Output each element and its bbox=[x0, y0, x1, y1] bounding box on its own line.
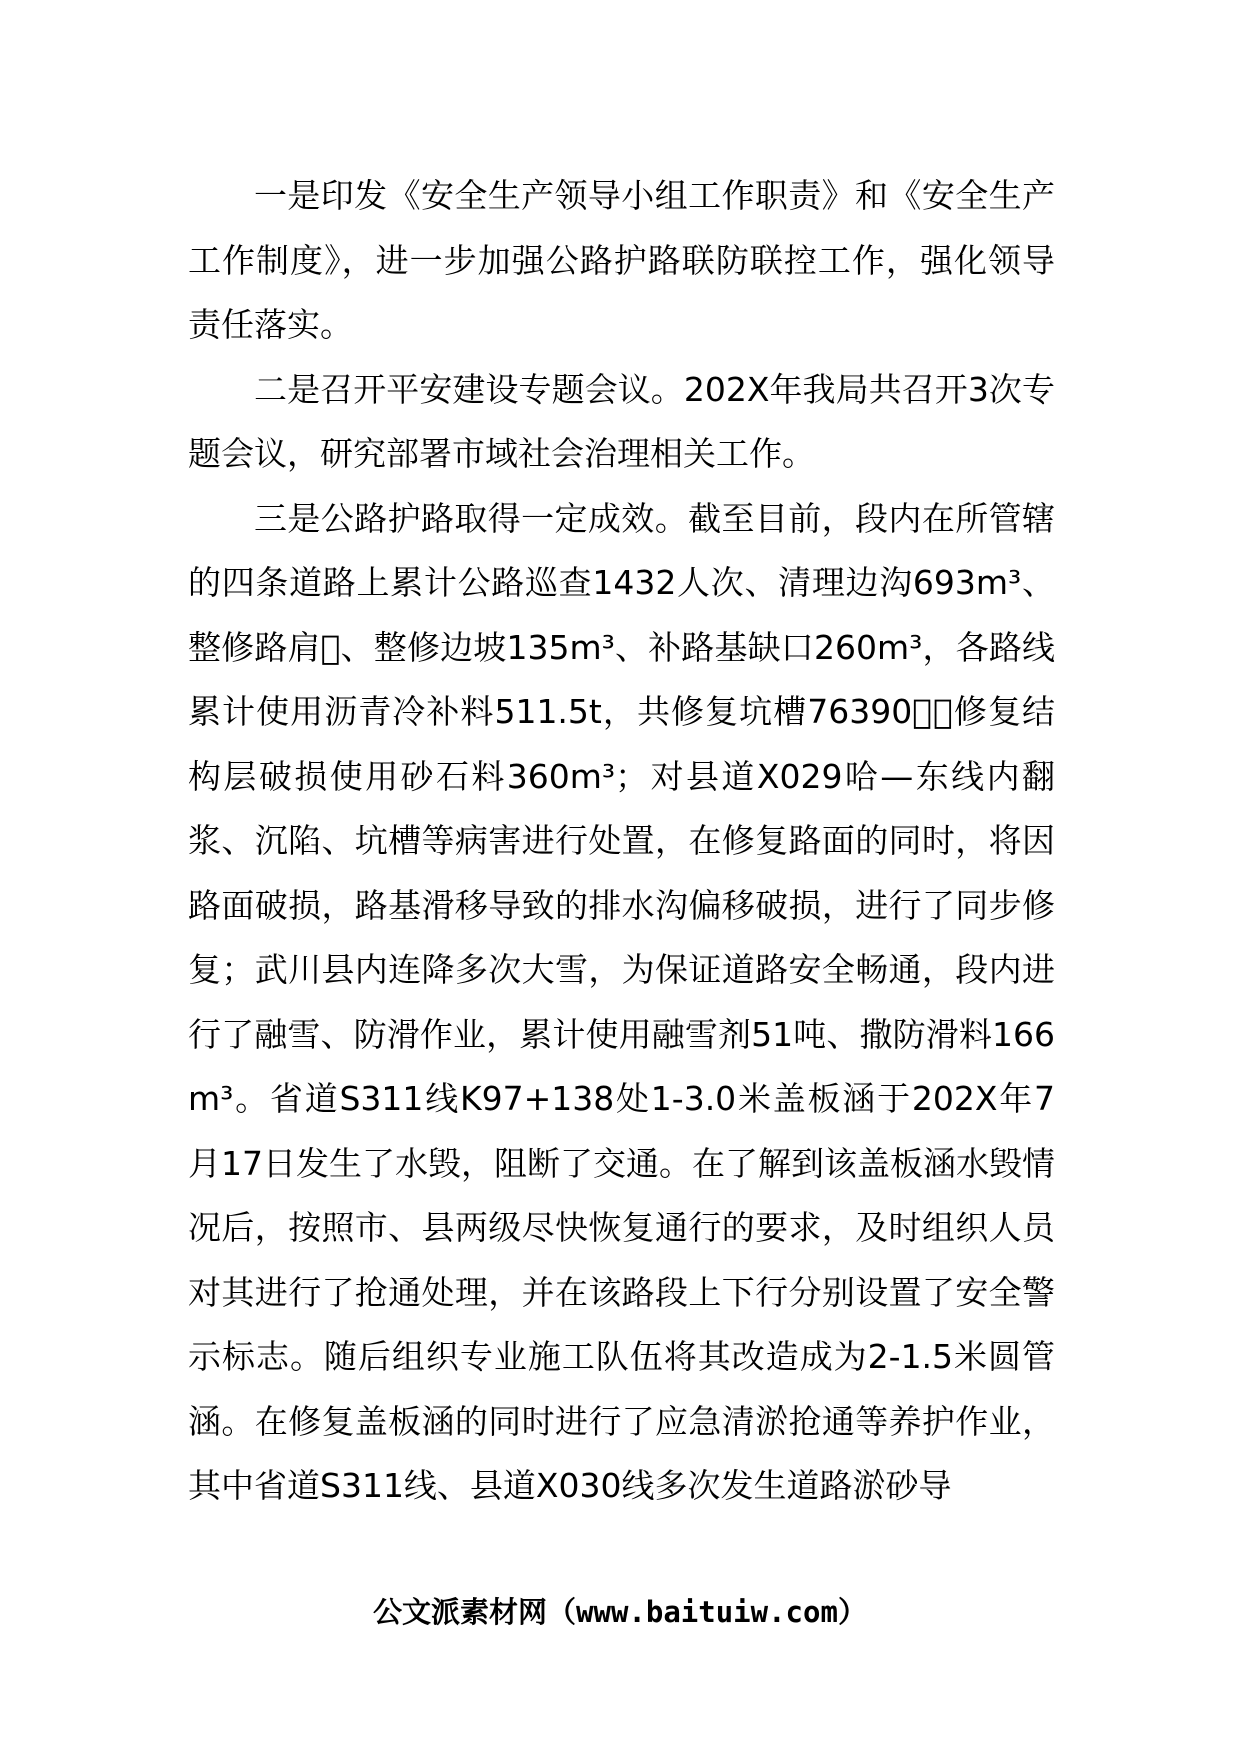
footer-brand: 公文派素材网 bbox=[373, 1595, 548, 1629]
document-body bbox=[188, 164, 1055, 1519]
paragraph-3: 三是公路护路取得一定成效。截至目前，段内在所管辖的四条道路上累计公路巡查1432人次、清理边沟693m³、整修路肩􏰀、整修边坡135m³、补路基缺口260m³，各路线累计使用沥青冷补料511.5t，共修复坑槽76390􏰀，修复结构层破损使用砂石料360m³；对县道X029哈—东线内翻浆、沉陷、坑槽等病害进行处置，在修复路面的同时，将因路面破损，路基滑移导致的排水沟偏移破损，进行了同步修复；武川县内连降多次大雪，为保证道路安全畅通，段内进行了融雪、防滑作业，累计使用融雪剂51吨、撒防滑料166m³。省道S311线K97+138处1-3.0米盖板涵于202X年7月17日发生了水毁，阻断了交通。在了解到该盖板涵水毁情况后，按照市、县两级尽快恢复通行的要求，及时组织人员对其进行了抢通处理，并在该路段上下行分别设置了安全警示标志。随后组织专业施工队伍将其改造成为2-1.5米圆管涵。在修复盖板涵的同时进行了应急清淤抢通等养护作业，其中省道S311线、县道X030线多次发生道路淤砂导 bbox=[188, 498, 1055, 1505]
footer-site: （www.baituiw.com） bbox=[547, 1595, 867, 1629]
paragraph-1: 一是印发《安全生产领导小组工作职责》和《安全生产工作制度》，进一步加强公路护路联防联控工作，强化领导责任落实。 bbox=[188, 176, 1055, 344]
paragraph-2: 二是召开平安建设专题会议。202X年我局共召开3次专题会议，研究部署市域社会治理相关工作。 bbox=[188, 369, 1055, 473]
footer-watermark bbox=[0, 1592, 1240, 1632]
